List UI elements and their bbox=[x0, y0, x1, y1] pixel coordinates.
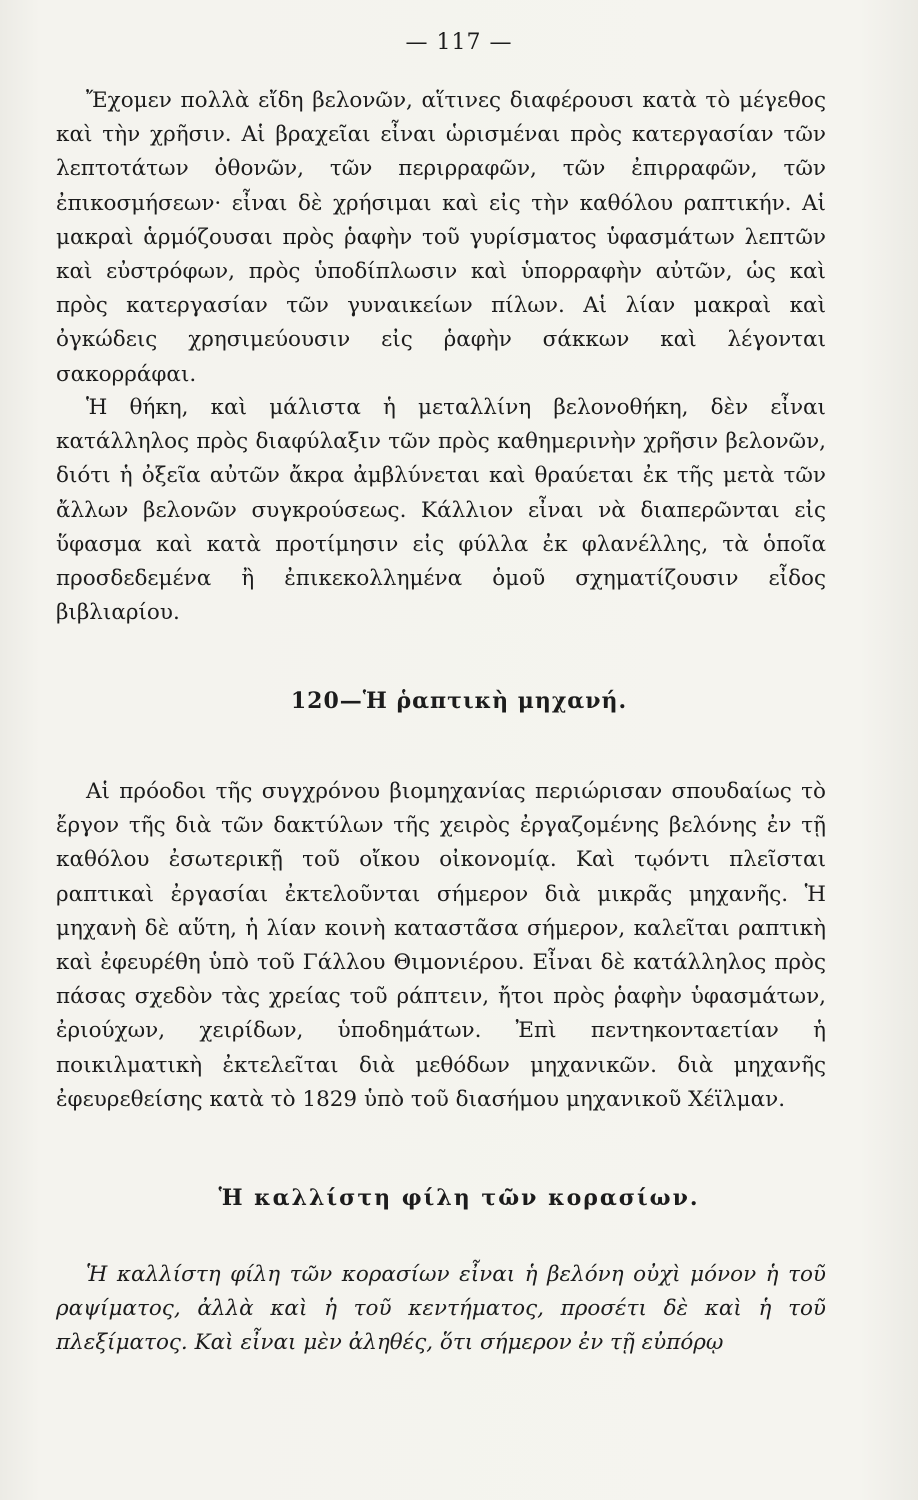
paragraph-sewing-machine: Αἱ πρόοδοι τῆς συγχρόνου βιομηχανίας περιώρισαν σπουδαίως τὸ ἔργον τῆς διὰ τῶν δακτύλων τῆς χειρὸς ἐργαζομένης βελόνης ἐν τῇ καθόλου ἐσωτερικῇ τοῦ οἴκου οἰκονομίᾳ. Καὶ τῳόντι πλεῖσται ραπτικαὶ ἐργασίαι ἐκτελοῦνται σήμερον διὰ μικρᾶς μηχανῆς. Ἡ μηχανὴ δὲ αὕτη, ἡ λίαν κοινὴ καταστᾶσα σήμερον, καλεῖται ραπτικὴ καὶ ἐφευρέθη ὑπὸ τοῦ Γάλλου Θιμονιέρου. Εἶναι δὲ κατάλληλος πρὸς πάσας σχεδὸν τὰς χρείας τοῦ ράπτειν, ἤτοι πρὸς ῥαφὴν ὑφασμάτων, ἐριούχων, χειρίδων, ὑποδημάτων. Ἐπὶ πεντηκονταετίαν ἡ ποικιλματικὴ ἐκτελεῖται διὰ μεθόδων μηχανικῶν. διὰ μηχανῆς ἐφευρεθείσης κατὰ τὸ 1829 ὑπὸ τοῦ διασήμου μηχανικοῦ Χέϊλμαν. bbox=[56, 779, 826, 1112]
paragraph-needle-case: Ἡ θήκη, καὶ μάλιστα ἡ μεταλλίνη βελονοθήκη, δὲν εἶναι κατάλληλος πρὸς διαφύλαξιν τῶν πρὸς καθημερινὴν χρῆσιν βελονῶν, διότι ἡ ὀξεῖα αὐτῶν ἄκρα ἀμβλύνεται καὶ θραύεται ἐκ τῆς μετὰ τῶν ἄλλων βελονῶν συγκρούσεως. Κάλλιον εἶναι νὰ διαπερῶνται εἰς ὕφασμα καὶ κατὰ προτίμησιν εἰς φύλλα ἐκ φλανέλλης, τὰ ὁποῖα προσδεδεμένα ἢ ἐπικεκολλημένα ὁμοῦ σχηματίζουσιν εἶδος βιβλιαρίου. bbox=[56, 395, 826, 626]
section-heading-sewing-machine: 120—Ἡ ῥαπτικὴ μηχανή. bbox=[290, 688, 628, 714]
page-number: — 117 — bbox=[405, 30, 513, 55]
subheading-best-friend: Ἡ καλλίστη φίλη τῶν κορασίων. bbox=[218, 1185, 700, 1211]
paragraph-needle-types: Ἔχομεν πολλὰ εἴδη βελονῶν, αἵτινες διαφέρουσι κατὰ τὸ μέγεθος καὶ τὴν χρῆσιν. Αἱ βραχεῖαι εἶναι ὡρισμέναι πρὸς κατεργασίαν τῶν λεπτοτάτων ὀθονῶν, τῶν περιρραφῶν, τῶν ἐπιρραφῶν, τῶν ἐπικοσμήσεων· εἶναι δὲ χρήσιμαι καὶ εἰς τὴν καθόλου ραπτικήν. Αἱ μακραὶ ἁρμόζουσαι πρὸς ῥαφὴν τοῦ γυρίσματος ὑφασμάτων λεπτῶν καὶ εὐστρόφων, πρὸς ὑποδίπλωσιν καὶ ὑπορραφὴν αὐτῶν, ὡς καὶ πρὸς κατεργασίαν τῶν γυναικείων πίλων. Αἱ λίαν μακραὶ καὶ ὀγκώδεις χρησιμεύουσιν εἰς ῥαφὴν σάκκων καὶ λέγονται σακορράφαι. bbox=[56, 88, 826, 387]
paragraph-best-friend: Ἡ καλλίστη φίλη τῶν κορασίων εἶναι ἡ βελόνη οὐχὶ μόνον ἡ τοῦ ραψίματος, ἀλλὰ καὶ ἡ τοῦ κεντήματος, προσέτι δὲ καὶ ἡ τοῦ πλεξίματος. Καὶ εἶναι μὲν ἀληθές, ὅτι σήμερον ἐν τῇ εὐπόρῳ bbox=[56, 1262, 826, 1356]
